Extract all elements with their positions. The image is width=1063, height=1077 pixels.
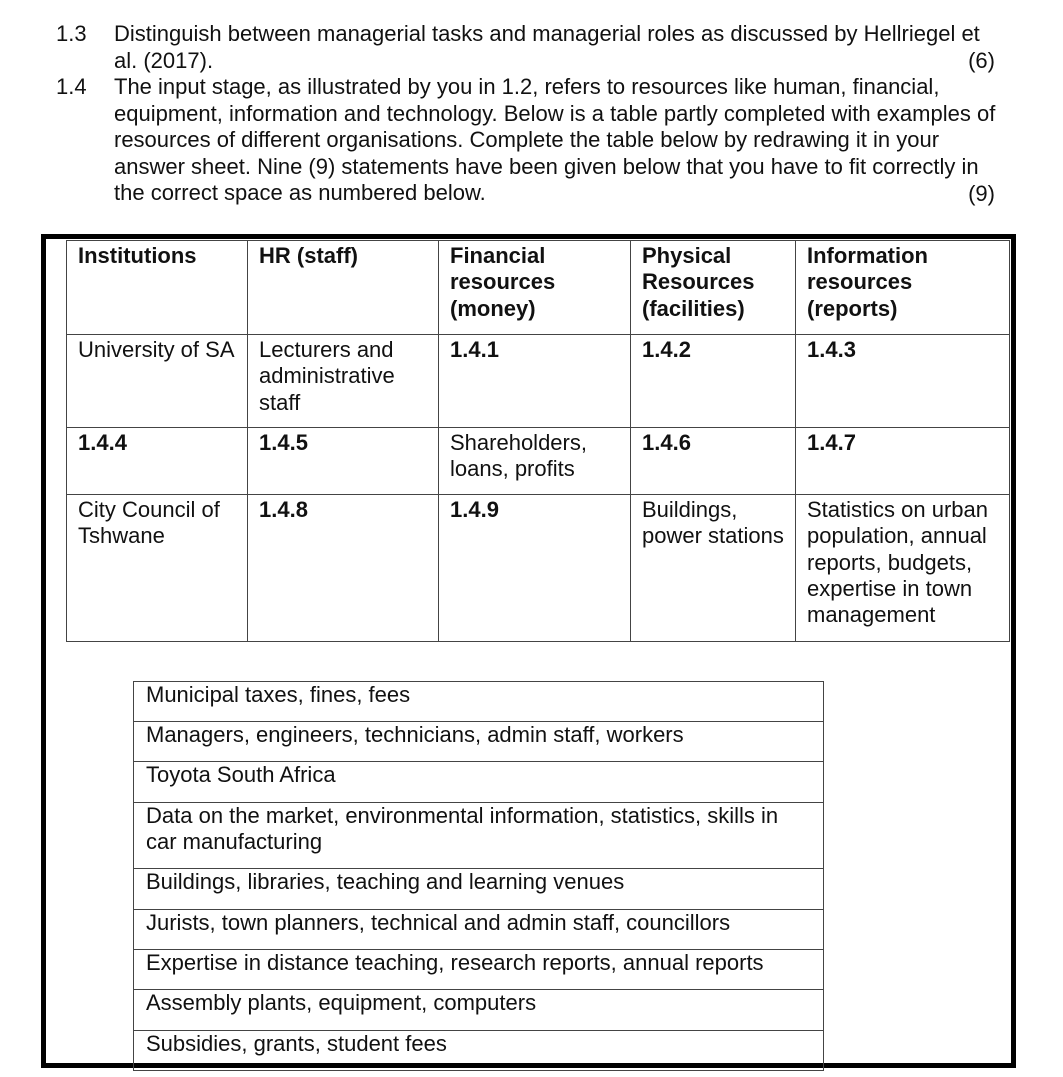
table-cell: 1.4.9 [439,495,631,642]
table-cell: 1.4.6 [631,428,796,495]
list-item [134,803,824,869]
question-number: 1.4 [56,74,87,99]
question-marks: (9) [968,180,995,206]
table-row [67,335,1010,428]
question-number: 1.3 [56,21,87,46]
header-cell: Physical Resources (facilities) [631,241,796,335]
statements-list [133,681,824,1071]
table-row [67,495,1010,642]
question-text: The input stage, as illustrated by you in 1.2, refers to resources like human, financial, equipment, information and technology. Below is a table partly completed with examples of resources of different organisations. Complete the table below by redrawing it in your answer sheet. Nine (9) statements have been given below that you have to fit correctly in the correct space as numbered below. [114,74,996,205]
header-cell: Institutions [67,241,248,335]
header-cell: HR (staff) [248,241,439,335]
statement-text: Buildings, libraries, teaching and learning venues [134,869,824,910]
list-item [134,762,824,803]
table-cell: 1.4.3 [796,335,1010,428]
statement-text: Jurists, town planners, technical and admin staff, councillors [134,910,824,950]
table-cell: Statistics on urban population, annual reports, budgets, expertise in town management [796,495,1010,642]
statement-text: Subsidies, grants, student fees [134,1031,824,1071]
statement-text: Data on the market, environmental information, statistics, skills in car manufacturing [134,803,824,869]
question-1-4 [56,74,1001,207]
list-item [134,1031,824,1071]
statement-text: Municipal taxes, fines, fees [134,682,824,722]
list-item [134,950,824,990]
table-cell: 1.4.1 [439,335,631,428]
table-cell: University of SA [67,335,248,428]
header-cell: Financial resources (money) [439,241,631,335]
question-1-3 [56,21,1001,74]
question-text: Distinguish between managerial tasks and managerial roles as discussed by Hellriegel et al. (2017). [114,21,980,73]
list-item [134,990,824,1031]
table-cell: 1.4.8 [248,495,439,642]
list-item [134,682,824,722]
statement-text: Toyota South Africa [134,762,824,803]
statement-text: Assembly plants, equipment, computers [134,990,824,1031]
statement-text: Expertise in distance teaching, research reports, annual reports [134,950,824,990]
table-cell: 1.4.4 [67,428,248,495]
resource-table [66,240,1010,642]
statement-text: Managers, engineers, technicians, admin staff, workers [134,722,824,762]
table-cell: Shareholders, loans, profits [439,428,631,495]
table-cell: 1.4.2 [631,335,796,428]
table-cell: City Council of Tshwane [67,495,248,642]
list-item [134,869,824,910]
table-row [67,428,1010,495]
table-cell: Lecturers and administrative staff [248,335,439,428]
question-marks: (6) [968,47,995,73]
table-header-row [67,241,1010,335]
table-cell: Buildings, power stations [631,495,796,642]
list-item [134,722,824,762]
header-cell: Information resources (reports) [796,241,1010,335]
list-item [134,910,824,950]
table-cell: 1.4.5 [248,428,439,495]
table-cell: 1.4.7 [796,428,1010,495]
